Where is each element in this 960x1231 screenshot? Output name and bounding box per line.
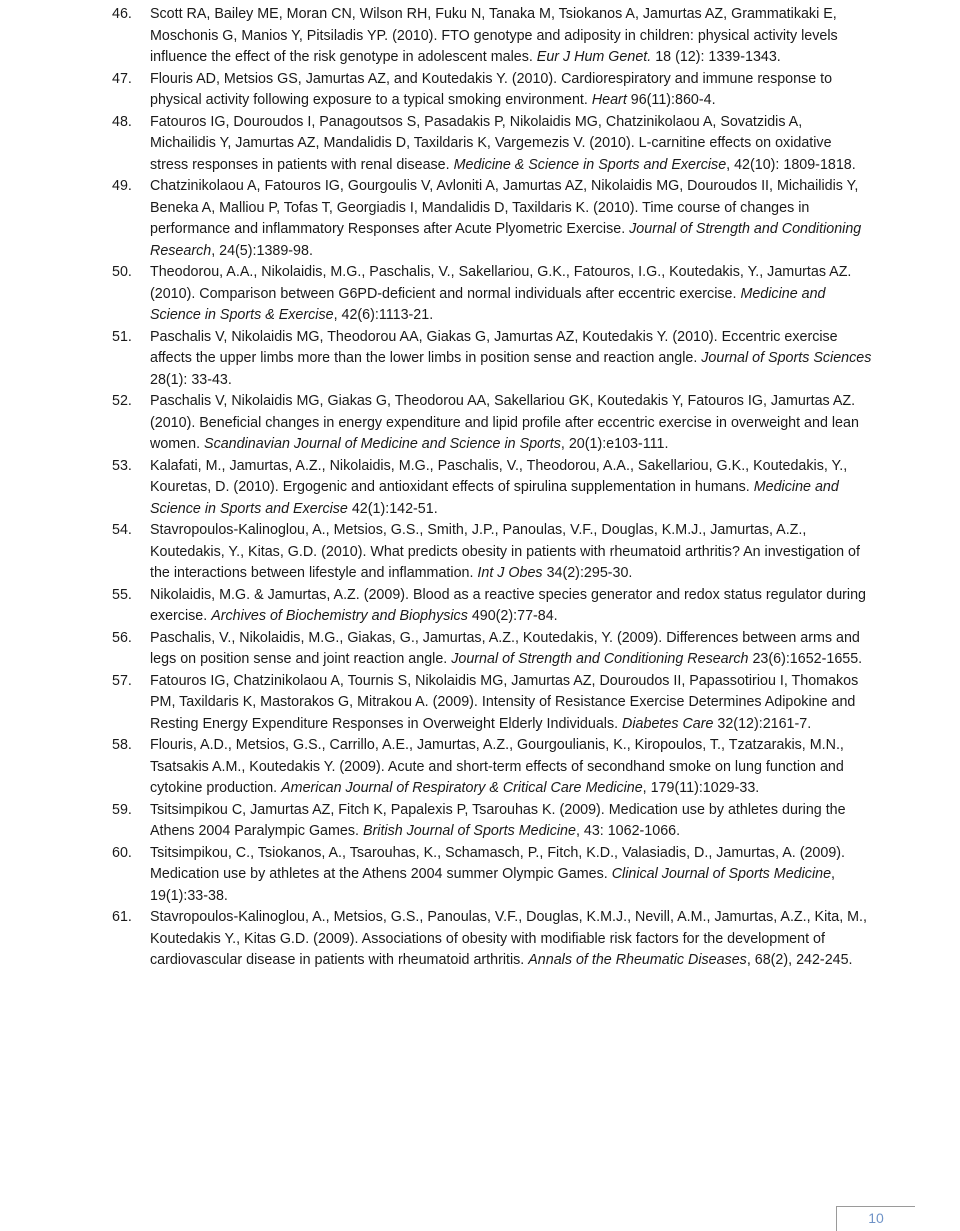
reference-citation: , 68(2), 242-245. — [746, 952, 853, 968]
reference-item — [112, 735, 872, 800]
reference-authors-title: Fatouros IG, Douroudos I, Panagoutsos S, Pasadakis P, Nikolaidis MG, Chatzinikolaou A, Sovatzidis A, Michailidis Y, Jamurtas AZ, Mandalidis D, Taxildaris K, Vargemezis V. (2010). L-carnitine effects on oxidative stress responses in patients with renal disease. — [150, 113, 832, 173]
reference-item — [112, 391, 872, 456]
reference-journal: Journal of Strength and Conditioning Research — [150, 221, 862, 259]
reference-citation: 23(6):1652-1655. — [748, 651, 863, 667]
reference-journal: American Journal of Respiratory & Critical Care Medicine — [281, 780, 643, 796]
reference-item — [112, 907, 872, 972]
reference-citation: 490(2):77-84. — [467, 608, 558, 624]
reference-citation: 18 (12): 1339-1343. — [651, 49, 781, 65]
reference-number: 57. — [112, 672, 132, 689]
reference-text — [150, 391, 872, 456]
reference-citation: , 42(10): 1809-1818. — [726, 156, 856, 173]
reference-authors-title: Kalafati, M., Jamurtas, A.Z., Nikolaidis, M.G., Paschalis, V., Theodorou, A.A., Sakellariou, G.K., Koutedakis, Y., Kouretas, D. (2010). Ergogenic and antioxidant effects of spirulina supplementation in humans. — [150, 457, 848, 495]
reference-text — [150, 262, 872, 327]
reference-citation: , 43: 1062-1066. — [575, 823, 681, 839]
reference-text — [150, 327, 872, 392]
reference-citation: , 24(5):1389-98. — [211, 242, 313, 259]
reference-number: 50. — [112, 264, 132, 280]
reference-number: 49. — [112, 178, 132, 194]
reference-number: 60. — [112, 844, 132, 861]
reference-number: 53. — [112, 457, 132, 474]
reference-journal: Int J Obes — [477, 565, 543, 581]
reference-journal: Eur J Hum Genet. — [536, 49, 652, 65]
reference-item — [112, 327, 872, 392]
reference-number: 56. — [112, 629, 132, 646]
reference-authors-title: Stavropoulos-Kalinoglou, A., Metsios, G.S., Smith, J.P., Panoulas, V.F., Douglas, K.M.J., Jamurtas, A.Z., Koutedakis, Y., Kitas, G.D. (2010). What predicts obesity in patients with rheumatoid arthritis? An investigation of the interactions between lifestyle and inflammation. — [150, 522, 860, 581]
reference-text — [150, 4, 872, 69]
reference-text — [150, 800, 872, 843]
reference-item — [112, 628, 872, 671]
reference-item — [112, 520, 872, 585]
reference-journal: Annals of the Rheumatic Diseases — [528, 952, 747, 968]
reference-journal: Medicine and Science in Sports & Exercise — [150, 285, 826, 323]
reference-text — [150, 671, 872, 736]
reference-number: 46. — [112, 6, 132, 22]
page-number: 10 — [868, 1210, 884, 1226]
reference-authors-title: Paschalis V, Nikolaidis MG, Theodorou AA, Giakas G, Jamurtas AZ, Koutedakis Y. (2010). Eccentric exercise affects the upper limbs more than the lower limbs in position sense and reaction angle. — [150, 328, 838, 366]
reference-item — [112, 176, 872, 262]
reference-journal: Diabetes Care — [622, 715, 714, 732]
reference-authors-title: Stavropoulos-Kalinoglou, A., Metsios, G.S., Panoulas, V.F., Douglas, K.M.J., Nevill, A.M., Jamurtas, A.Z., Kita, M., Koutedakis Y., Kitas G.D. (2009). Associations of obesity with modifiable risk factors for the development of cardiovascular disease in patients with rheumatoid arthritis. — [150, 909, 867, 968]
reference-number: 55. — [112, 586, 132, 603]
reference-journal: Clinical Journal of Sports Medicine — [611, 866, 832, 882]
reference-authors-title: Tsitsimpikou C, Jamurtas AZ, Fitch K, Papalexis P, Tsarouhas K. (2009). Medication use by athletes during the Athens 2004 Paralympic Games. — [150, 801, 846, 839]
reference-text — [150, 520, 872, 585]
reference-authors-title: Flouris, A.D., Metsios, G.S., Carrillo, A.E., Jamurtas, A.Z., Gourgoulianis, K., Kiropoulos, T., Tzatzarakis, M.N., Tsatsakis A.M., Koutedakis Y. (2009). Acute and short-term effects of secondhand smoke on lung function and cytokine production. — [150, 737, 844, 796]
page-number-box — [836, 1206, 915, 1231]
reference-citation: 28(1): 33-43. — [150, 371, 232, 388]
reference-authors-title: Paschalis, V., Nikolaidis, M.G., Giakas, G., Jamurtas, A.Z., Koutedakis, Y. (2009). Differences between arms and legs on position sense and joint reaction angle. — [150, 629, 860, 667]
reference-item — [112, 585, 872, 628]
reference-item — [112, 843, 872, 908]
reference-authors-title: Flouris AD, Metsios GS, Jamurtas AZ, and Koutedakis Y. (2010). Cardiorespiratory and immune response to physical activity following exposure to a typical smoking environment. — [150, 70, 833, 108]
reference-journal: Journal of Sports Sciences — [701, 350, 872, 366]
reference-citation: 96(11):860-4. — [626, 92, 716, 108]
reference-number: 48. — [112, 113, 132, 130]
reference-citation: , 179(11):1029-33. — [642, 780, 760, 796]
reference-item — [112, 69, 872, 112]
reference-text — [150, 456, 872, 521]
reference-journal: Archives of Biochemistry and Biophysics — [211, 608, 468, 624]
reference-number: 58. — [112, 737, 132, 753]
reference-citation: , 19(1):33-38. — [150, 866, 836, 904]
reference-authors-title: Fatouros IG, Chatzinikolaou A, Tournis S, Nikolaidis MG, Jamurtas AZ, Douroudos II, Papassotiriou I, Thomakos PM, Taxildaris K, Mastorakos G, Mitrakou A. (2009). Intensity of Resistance Exercise Determines Adipokine and Resting Energy Expenditure Responses in Overweight Elderly Individuals. — [150, 672, 859, 732]
reference-item — [112, 262, 872, 327]
reference-item — [112, 800, 872, 843]
reference-item — [112, 112, 872, 177]
reference-number: 47. — [112, 70, 132, 87]
reference-number: 54. — [112, 522, 132, 538]
reference-item — [112, 671, 872, 736]
reference-journal: Medicine & Science in Sports and Exercise — [453, 156, 727, 173]
reference-authors-title: Theodorou, A.A., Nikolaidis, M.G., Paschalis, V., Sakellariou, G.K., Fatouros, I.G., Koutedakis, Y., Jamurtas AZ. (2010). Comparison between G6PD-deficient and normal individuals after eccentric exercise. — [150, 264, 852, 302]
reference-authors-title: Tsitsimpikou, C., Tsiokanos, A., Tsarouhas, K., Schamasch, P., Fitch, K.D., Valasiadis, D., Jamurtas, A. (2009). Medication use by athletes at the Athens 2004 summer Olympic Games. — [150, 844, 846, 882]
reference-journal: Medicine and Science in Sports and Exercise — [150, 479, 839, 517]
reference-item — [112, 456, 872, 521]
reference-item — [112, 4, 872, 69]
reference-text — [150, 628, 872, 671]
reference-text — [150, 112, 872, 177]
reference-journal: Heart — [591, 92, 627, 108]
reference-text — [150, 69, 872, 112]
reference-text — [150, 843, 872, 908]
reference-authors-title: Chatzinikolaou A, Fatouros IG, Gourgoulis V, Avloniti A, Jamurtas AZ, Nikolaidis MG, Douroudos II, Michailidis Y, Beneka A, Malliou P, Tofas T, Georgiadis I, Mandalidis D, Taxildaris K. (2010). Time course of changes in performance and inflammatory Responses after Acute Plyometric Exercise. — [150, 178, 859, 237]
reference-number: 51. — [112, 328, 132, 345]
reference-number: 59. — [112, 801, 132, 818]
reference-journal: Scandinavian Journal of Medicine and Science in Sports — [204, 436, 561, 452]
reference-journal: British Journal of Sports Medicine — [362, 823, 576, 839]
reference-authors-title: Paschalis V, Nikolaidis MG, Giakas G, Theodorou AA, Sakellariou GK, Koutedakis Y, Fatouros IG, Jamurtas AZ. (2010). Beneficial changes in energy expenditure and lipid profile after eccentric exercise in overweight and lean women. — [150, 393, 859, 452]
reference-text — [150, 585, 872, 628]
reference-text — [150, 176, 872, 262]
reference-authors-title: Nikolaidis, M.G. & Jamurtas, A.Z. (2009). Blood as a reactive species generator and redox status regulator during exercise. — [150, 586, 866, 624]
reference-text — [150, 907, 872, 972]
reference-citation: 34(2):295-30. — [542, 565, 633, 581]
reference-number: 61. — [112, 909, 132, 925]
reference-citation: , 20(1):e103-111. — [560, 436, 669, 452]
reference-citation: 32(12):2161-7. — [713, 715, 812, 732]
reference-number: 52. — [112, 393, 132, 409]
reference-list — [112, 4, 872, 972]
reference-citation: , 42(6):1113-21. — [333, 307, 434, 323]
reference-journal: Journal of Strength and Conditioning Research — [451, 651, 749, 667]
reference-authors-title: Scott RA, Bailey ME, Moran CN, Wilson RH, Fuku N, Tanaka M, Tsiokanos A, Jamurtas AZ, Grammatikaki E, Moschonis G, Manios Y, Pitsiladis YP. (2010). FTO genotype and adiposity in children: physical activity levels influence the effect of the risk genotype in adolescent males. — [150, 6, 838, 65]
reference-text — [150, 735, 872, 800]
reference-citation: 42(1):142-51. — [347, 500, 438, 517]
